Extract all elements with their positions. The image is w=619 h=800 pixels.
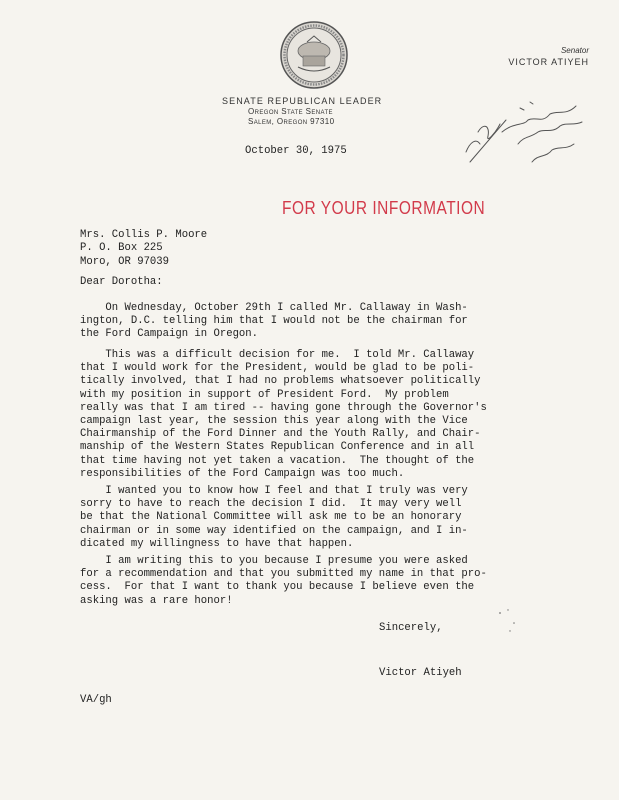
letterhead-body: Oregon State Senate [248,107,333,116]
letter-date: October 30, 1975 [245,145,347,157]
info-stamp: FOR YOUR INFORMATION [282,198,486,218]
typist-initials: VA/gh [80,694,112,706]
signer-name: Victor Atiyeh [379,667,462,679]
recipient-address [80,229,207,269]
handwritten-note [458,92,598,182]
letterhead [222,96,382,126]
body-paragraph: I am writing this to you because I presume you were asked for a recommendation and that you submitted my name in that pro- cess. For that I want to thank you because I believe even the asking was a rare honor! [80,555,487,607]
letterhead-city: Salem, Oregon 97310 [248,117,335,126]
body-paragraph: On Wednesday, October 29th I called Mr. Callaway in Wash- ington, D.C. telling him that I would not be the chairman for the Ford Campaign in Oregon. [80,302,468,341]
body-paragraph: I wanted you to know how I feel and that I truly was very sorry to have to reach the decision I did. It may very well be that the National Committee will ask me to be an honorary chairman or in some way identified on the campaign, and I in- dicated my willingness to have that happen. [80,485,468,550]
recipient-line: Mrs. Collis P. Moore [80,229,208,241]
body-paragraph: This was a difficult decision for me. I told Mr. Callaway that I would work for the President, would be glad to be poli- tically involved, that I had no problems whatsoever politically with my position in support of President Ford. My problem really was that I am tired -- having gone through the Governor's campaign last year, the session this year along with the Vice Chairmanship of the Ford Dinner and the Youth Rally, and Chair- manship of the Western States Republican Conference and in all that time having not yet taken a vacation. The thought of the responsibilities of the Ford Campaign was too much. [80,349,487,480]
senator-name: VICTOR ATIYEH [508,57,589,67]
senator-header [508,46,589,67]
ink-specks [494,607,524,637]
letterhead-office: SENATE REPUBLICAN LEADER [222,96,383,106]
recipient-line: P. O. Box 225 [80,242,163,255]
senator-title: Senator [560,46,589,55]
state-seal-icon [279,20,349,90]
recipient-line: Moro, OR 97039 [80,255,170,268]
closing: Sincerely, [379,622,443,634]
salutation: Dear Dorotha: [80,276,163,288]
